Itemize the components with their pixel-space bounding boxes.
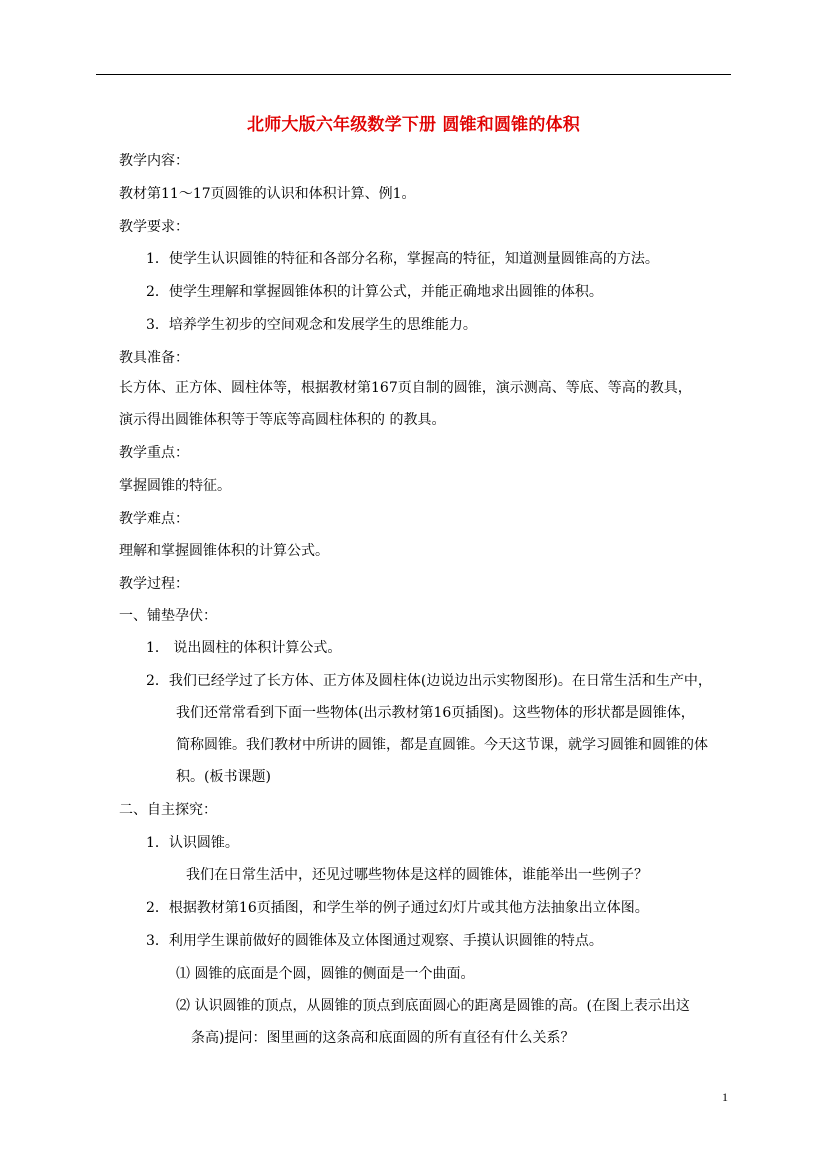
text-line: 条高)提问：图里画的这条高和底面圆的所有直径有什么关系？ <box>191 1030 575 1046</box>
text-line: 2．使学生理解和掌握圆锥体积的计算公式，并能正确地求出圆锥的体积。 <box>146 284 603 300</box>
text-line: 教学难点： <box>119 511 189 527</box>
text-line: 二、自主探究： <box>119 802 217 818</box>
document-title: 北师大版六年级数学下册 圆锥和圆锥的体积 <box>247 115 580 135</box>
text-line: ⑴ 圆锥的底面是个圆，圆锥的侧面是一个曲面。 <box>176 966 475 982</box>
text-line: 理解和掌握圆锥体积的计算公式。 <box>119 543 329 559</box>
text-line: 1．使学生认识圆锥的特征和各部分名称，掌握高的特征，知道测量圆锥高的方法。 <box>146 251 659 267</box>
text-line: 掌握圆锥的特征。 <box>119 478 231 494</box>
text-line: ⑵ 认识圆锥的顶点，从圆锥的顶点到底面圆心的距离是圆锥的高。(在图上表示出这 <box>176 998 690 1014</box>
text-line: 教具准备： <box>119 350 189 366</box>
text-line: 教学重点： <box>119 445 189 461</box>
text-line: 教学内容： <box>119 153 189 169</box>
text-line: 积。(板书课题) <box>176 769 271 785</box>
text-line: 3．培养学生初步的空间观念和发展学生的思维能力。 <box>146 317 477 333</box>
text-line: 1．认识圆锥。 <box>146 835 239 851</box>
text-line: 3．利用学生课前做好的圆锥体及立体图通过观察、手摸认识圆锥的特点。 <box>146 933 603 949</box>
text-line: 简称圆锥。我们教材中所讲的圆锥，都是直圆锥。今天这节课，就学习圆锥和圆锥的体 <box>176 737 708 753</box>
text-line: 教学过程： <box>119 576 189 592</box>
header-rule <box>96 74 731 75</box>
text-line: 2．我们已经学过了长方体、正方体及圆柱体(边说边出示实物图形)。在日常生活和生产中， <box>146 673 712 689</box>
page-number: 1 <box>722 1090 728 1104</box>
text-line: 教材第11～17页圆锥的认识和体积计算、例1。 <box>119 186 416 202</box>
text-line: 1． 说出圆柱的体积计算公式。 <box>146 640 342 656</box>
text-line: 2．根据教材第16页插图，和学生举的例子通过幻灯片或其他方法抽象出立体图。 <box>146 900 649 916</box>
text-line: 一、铺垫孕伏： <box>119 608 217 624</box>
text-line: 我们还常常看到下面一些物体(出示教材第16页插图)。这些物体的形状都是圆锥体， <box>176 705 695 721</box>
text-line: 教学要求： <box>119 219 189 235</box>
text-line: 演示得出圆锥体积等于等底等高圆柱体积的 的教具。 <box>119 412 446 428</box>
text-line: 我们在日常生活中，还见过哪些物体是这样的圆锥体，谁能举出一些例子？ <box>186 867 648 883</box>
text-line: 长方体、正方体、圆柱体等，根据教材第167页自制的圆锥，演示测高、等底、等高的教具， <box>119 380 692 396</box>
